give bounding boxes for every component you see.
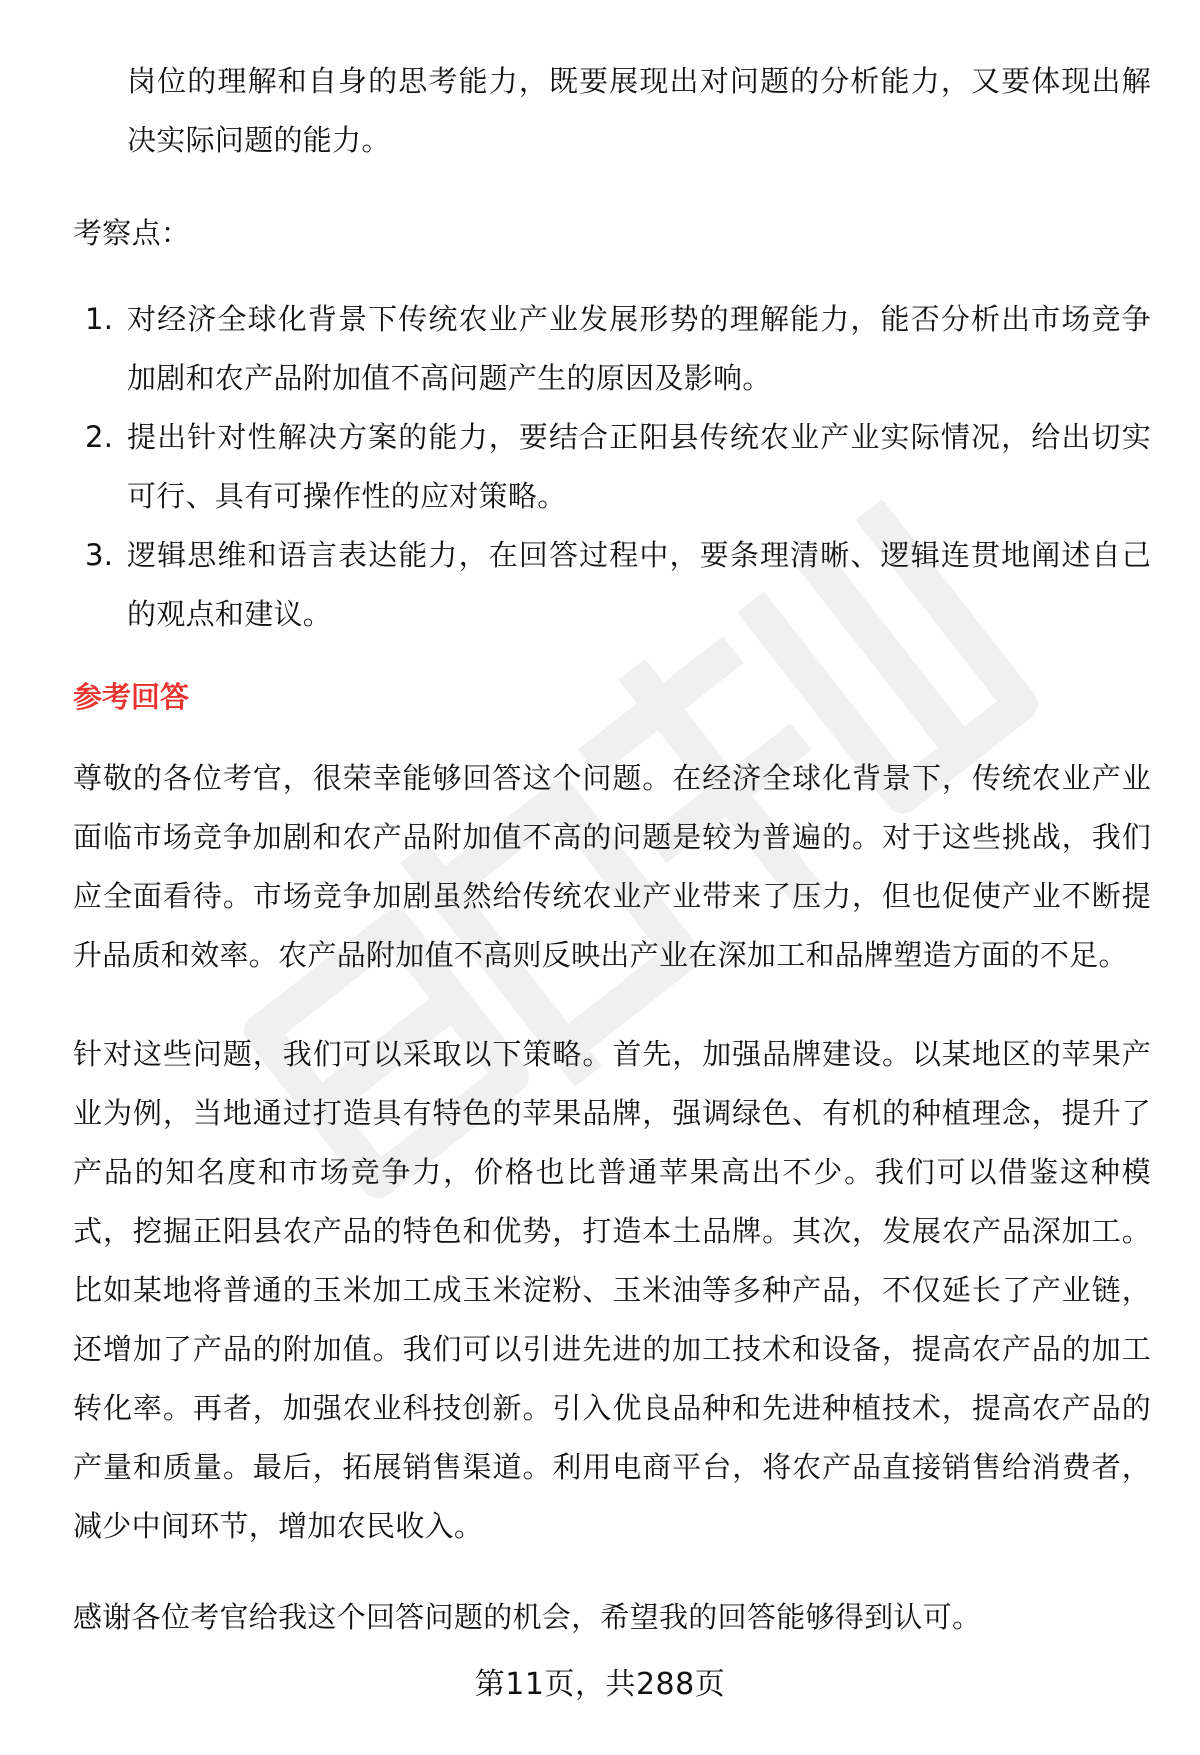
intro-paragraph: 岗位的理解和自身的思考能力，既要展现出对问题的分析能力，又要体现出解决实际问题的能力。 xyxy=(127,64,1151,157)
list-item xyxy=(73,290,1151,408)
page-number-footer: 第11页，共288页 xyxy=(474,1667,726,1702)
answer-paragraph-2: 针对这些问题，我们可以采取以下策略。首先，加强品牌建设。以某地区的苹果产业为例，当地通过打造具有特色的苹果品牌，强调绿色、有机的种植理念，提升了产品的知名度和市场竞争力，价格也比普通苹果高出不少。我们可以借鉴这种模式，挖掘正阳县农产品的特色和优势，打造本土品牌。其次，发展农产品深加工。比如某地将普通的玉米加工成玉米淀粉、玉米油等多种产品，不仅延长了产业链，还增加了产品的附加值。我们可以引进先进的加工技术和设备，提高农产品的加工转化率。再者，加强农业科技创新。引入优良品种和先进种植技术，提高农产品的产量和质量。最后，拓展销售渠道。利用电商平台，将农产品直接销售给消费者，减少中间环节，增加农民收入。 xyxy=(73,1037,1151,1543)
list-item-number: 1. xyxy=(85,302,114,336)
list-item-number: 2. xyxy=(85,420,114,454)
answer-paragraph-1: 尊敬的各位考官，很荣幸能够回答这个问题。在经济全球化背景下，传统农业产业面临市场竞争加剧和农产品附加值不高的问题是较为普遍的。对于这些挑战，我们应全面看待。市场竞争加剧虽然给传统农业产业带来了压力，但也促使产业不断提升品质和效率。农产品附加值不高则反映出产业在深加工和品牌塑造方面的不足。 xyxy=(73,761,1151,972)
exam-points-list xyxy=(73,290,1151,644)
answer-paragraph-3: 感谢各位考官给我这个回答问题的机会，希望我的回答能够得到认可。 xyxy=(73,1600,982,1634)
list-item-text: 对经济全球化背景下传统农业产业发展形势的理解能力，能否分析出市场竞争加剧和农产品附加值不高问题产生的原因及影响。 xyxy=(127,302,1151,395)
list-item xyxy=(73,408,1151,526)
reference-answer-heading: 参考回答 xyxy=(73,680,190,714)
exam-points-label: 考察点： xyxy=(73,216,191,250)
list-item-number: 3. xyxy=(85,538,114,572)
list-item-text: 逻辑思维和语言表达能力，在回答过程中，要条理清晰、逻辑连贯地阐述自己的观点和建议。 xyxy=(127,538,1151,631)
list-item-text: 提出针对性解决方案的能力，要结合正阳县传统农业产业实际情况，给出切实可行、具有可操作性的应对策略。 xyxy=(127,420,1151,513)
list-item xyxy=(73,526,1151,644)
